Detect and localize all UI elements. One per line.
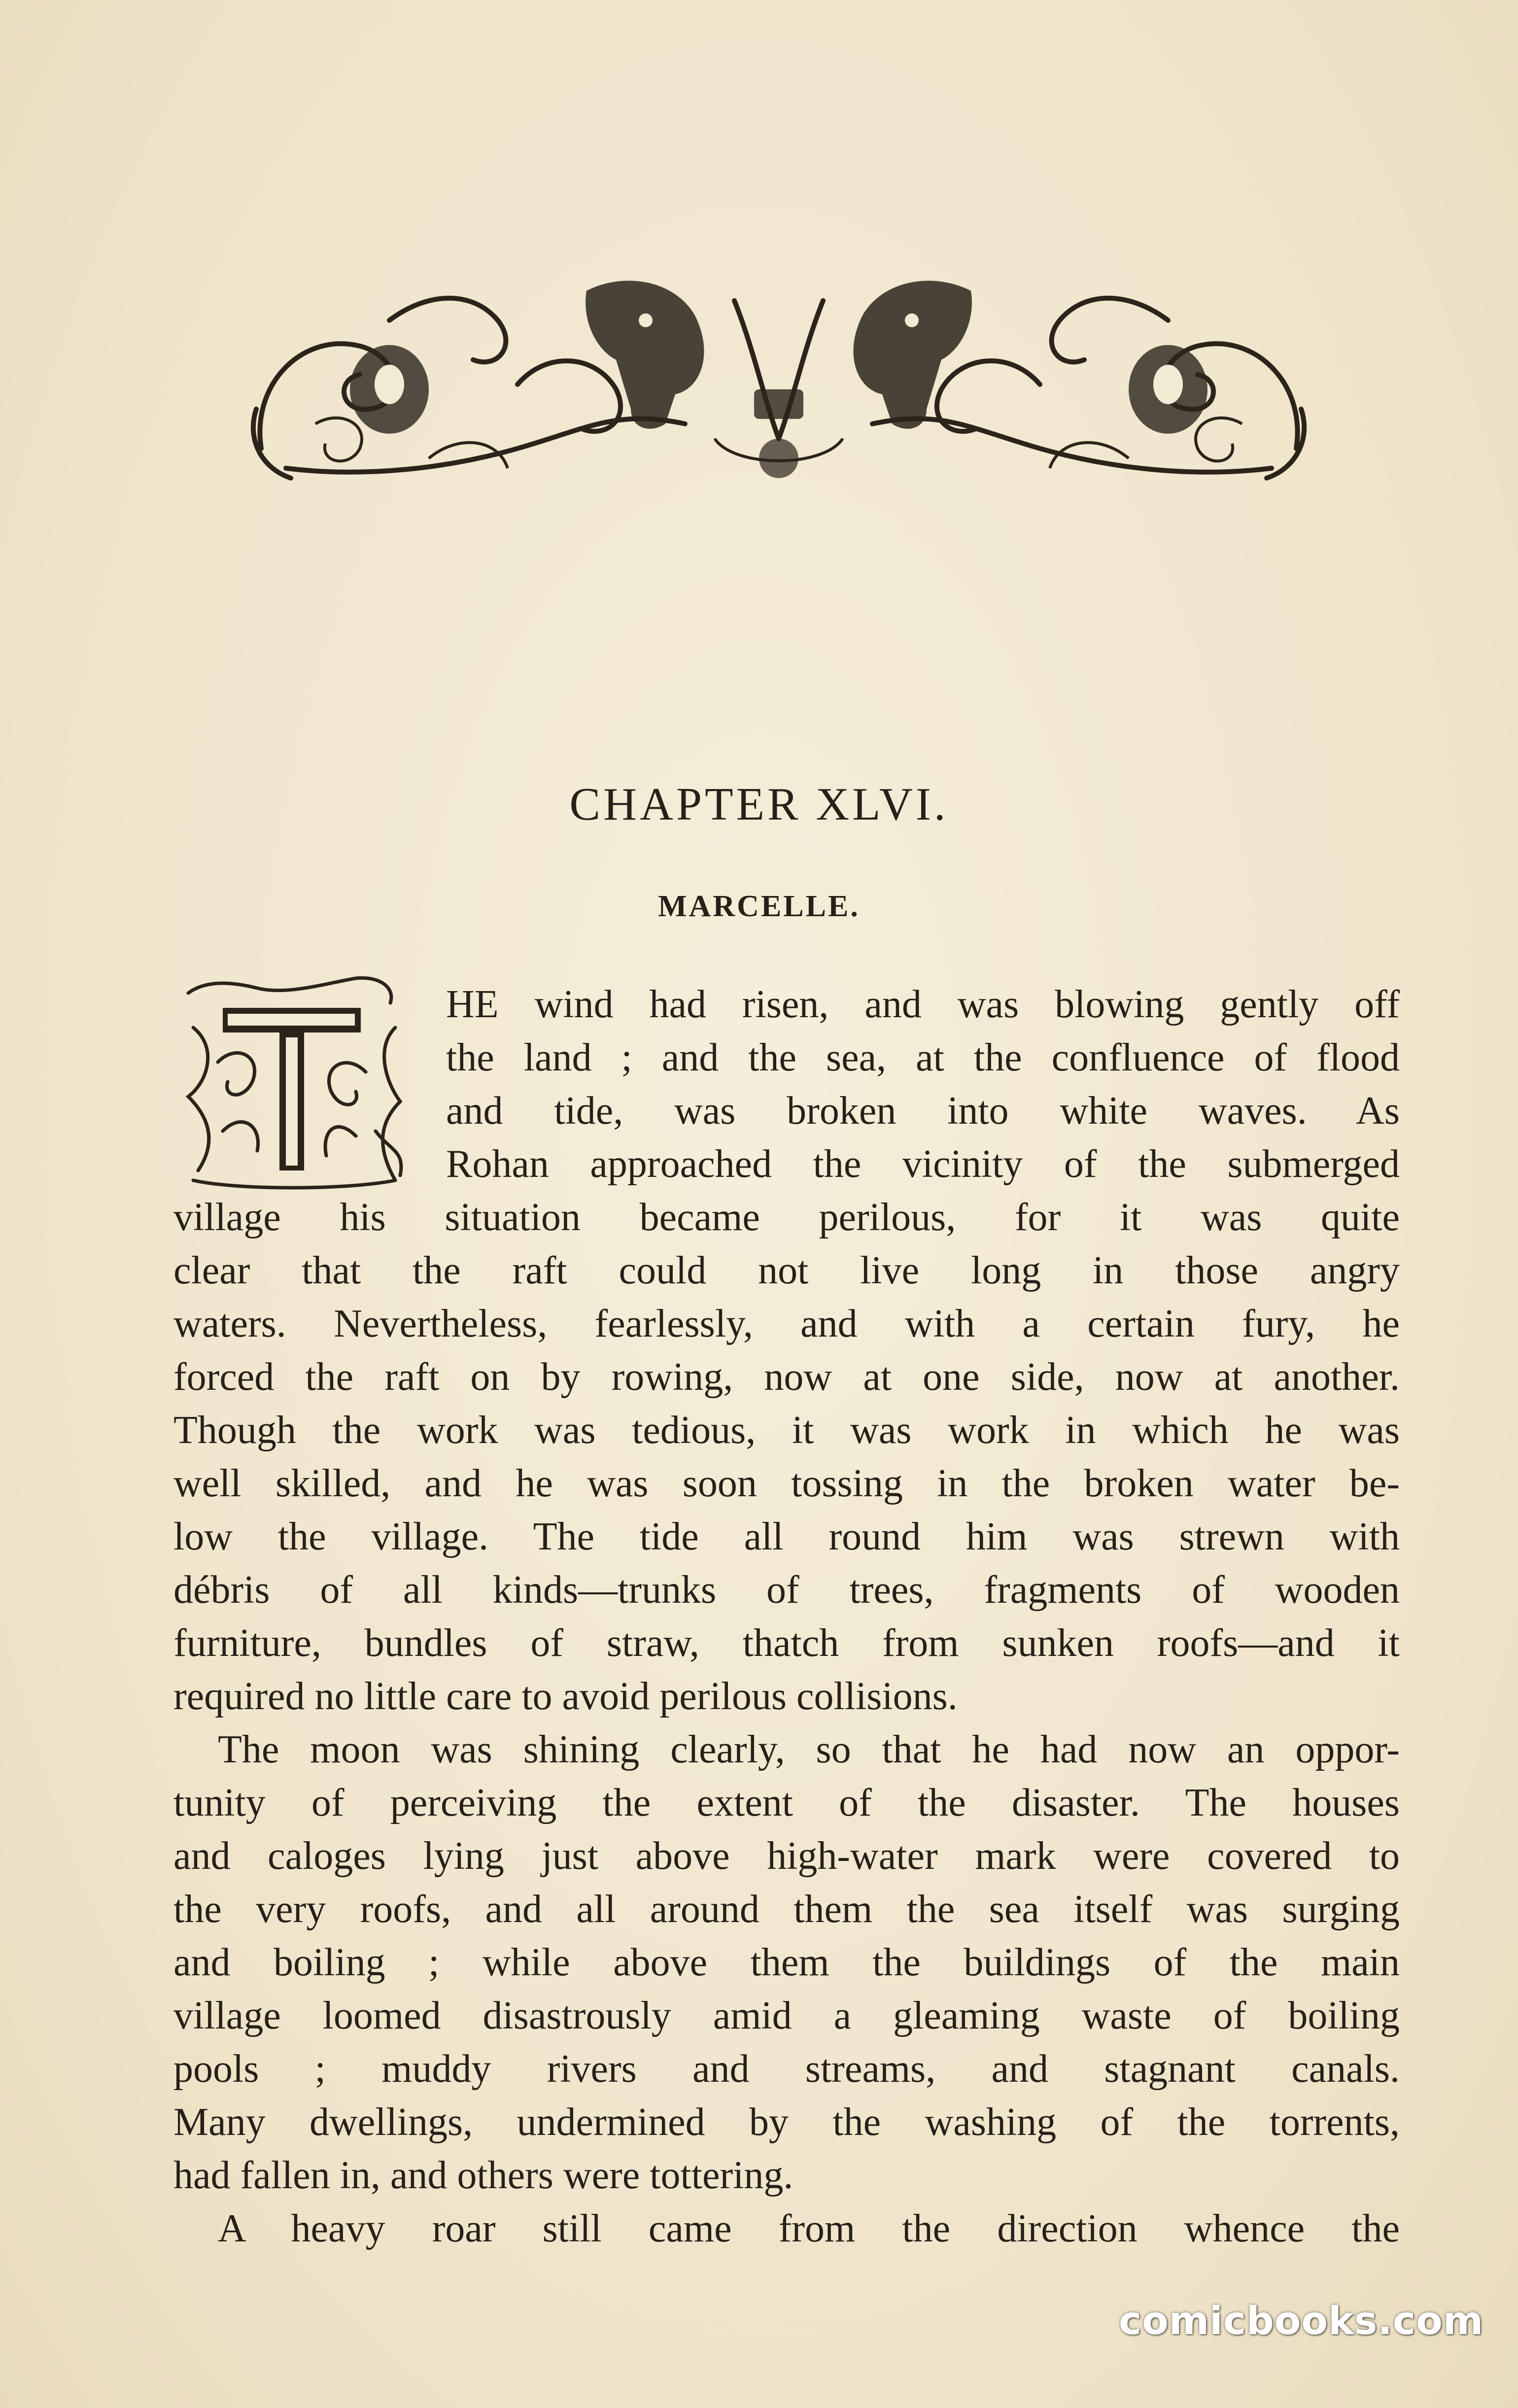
text-line: the land ; and the sea, at the confluence of flood <box>446 1036 1400 1079</box>
text-line: village loomed disastrously amid a gleaming waste of boiling <box>173 1994 1400 2037</box>
chapter-title: CHAPTER XLVI. <box>569 779 949 830</box>
text-line: and boiling ; while above them the buildings of the main <box>173 1941 1400 1984</box>
text-line: Many dwellings, undermined by the washing of the torrents, <box>173 2100 1400 2144</box>
ornamental-headpiece-hounds-icon <box>242 261 1316 493</box>
text-line: forced the raft on by rowing, now at one side, now at another. <box>173 1355 1400 1399</box>
text-line: and tide, was broken into white waves. As <box>446 1089 1400 1133</box>
text-line: required no little care to avoid perilous collisions. <box>173 1675 958 1718</box>
floral-initial-t-icon <box>178 973 405 1193</box>
text-line: débris of all kinds—trunks of trees, fragments of wooden <box>173 1568 1400 1612</box>
text-line: and caloges lying just above high-water mark were covered to <box>173 1834 1400 1878</box>
text-line: HE wind had risen, and was blowing gently off <box>446 983 1400 1026</box>
chapter-subtitle: MARCELLE. <box>658 890 860 923</box>
text-line: low the village. The tide all round him was strewn with <box>173 1515 1400 1558</box>
text-line: tunity of perceiving the extent of the disaster. The houses <box>173 1781 1400 1824</box>
text-line: the very roofs, and all around them the sea itself was surging <box>173 1888 1400 1931</box>
watermark: comicbooks.com <box>1119 2299 1484 2343</box>
text-line: village his situation became perilous, for it was quite <box>173 1196 1400 1239</box>
text-line: furniture, bundles of straw, thatch from sunken roofs—and it <box>173 1621 1400 1665</box>
text-line: Rohan approached the vicinity of the submerged <box>446 1142 1400 1186</box>
text-line: had fallen in, and others were tottering. <box>173 2154 794 2197</box>
text-line: well skilled, and he was soon tossing in the broken water be- <box>173 1462 1400 1505</box>
text-line: The moon was shining clearly, so that he had now an oppor- <box>218 1728 1400 1771</box>
text-line: waters. Nevertheless, fearlessly, and with a certain fury, he <box>173 1302 1400 1345</box>
text-line: A heavy roar still came from the direction whence the <box>218 2207 1400 2250</box>
text-line: Though the work was tedious, it was work in which he was <box>173 1409 1400 1452</box>
text-line: clear that the raft could not live long in those angry <box>173 1249 1400 1292</box>
text-line: pools ; muddy rivers and streams, and stagnant canals. <box>173 2047 1400 2091</box>
